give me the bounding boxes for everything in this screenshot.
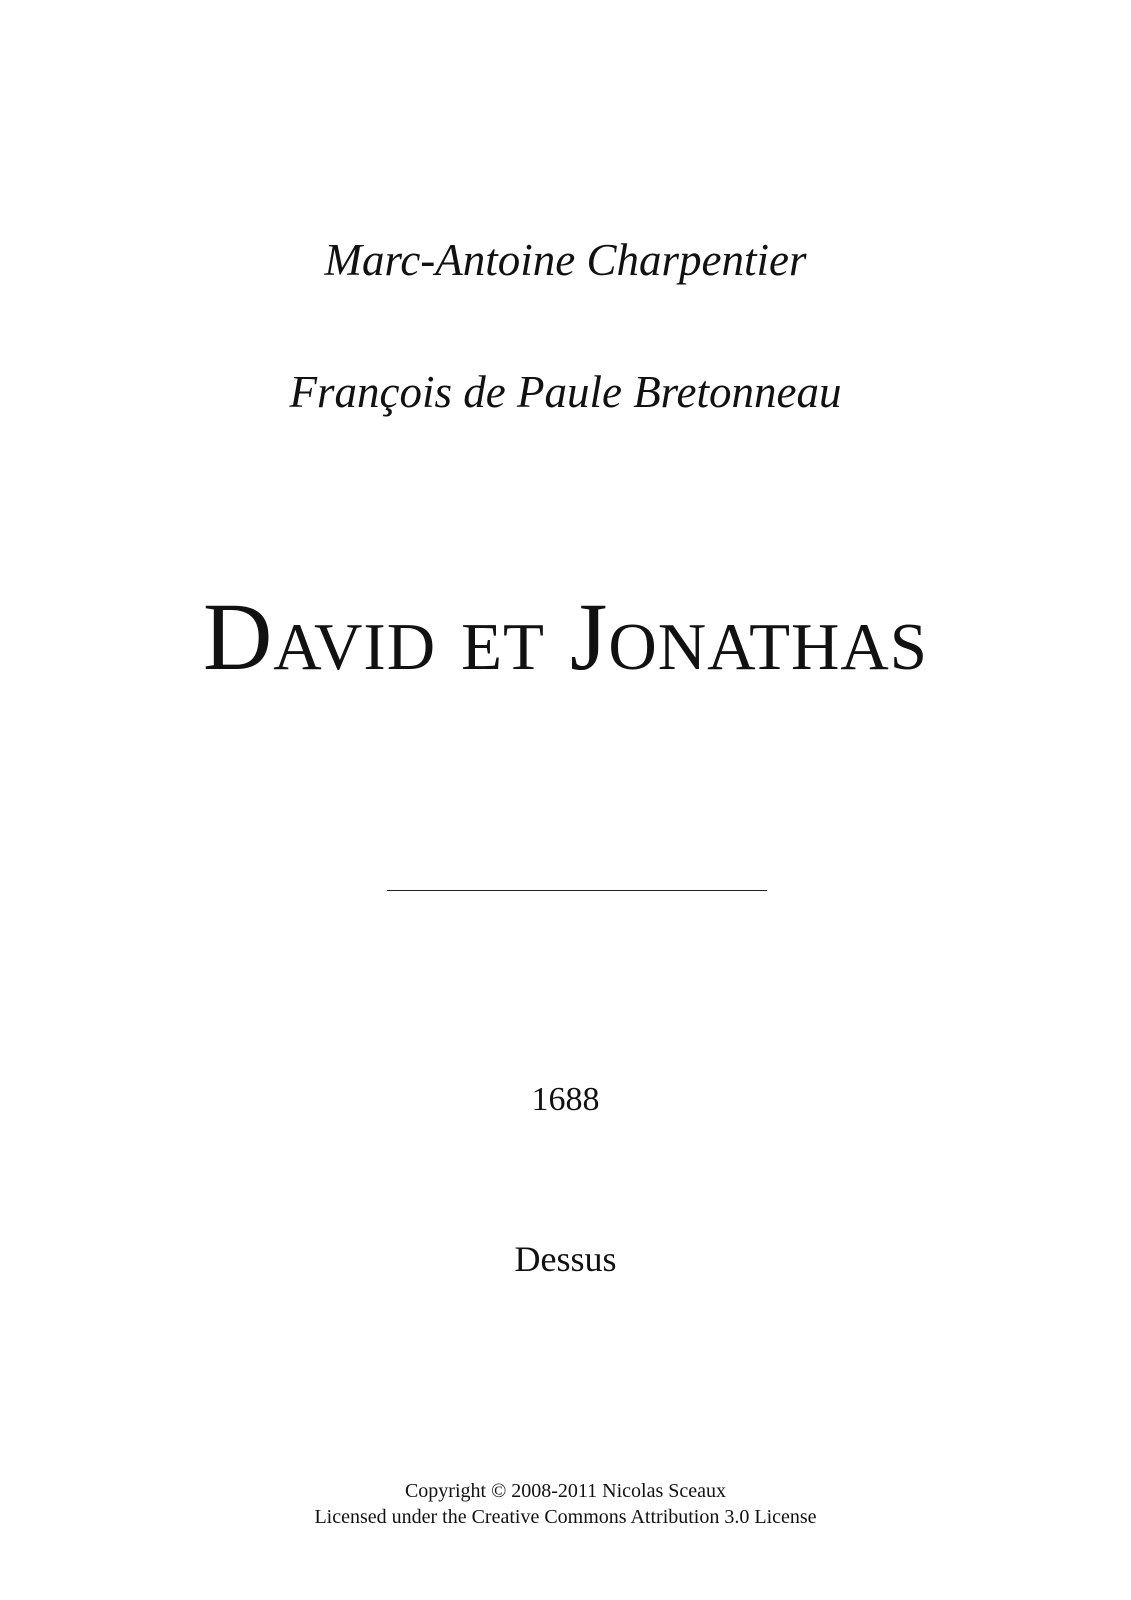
librettist-name: François de Paule Bretonneau bbox=[289, 367, 842, 417]
work-title: David et Jonathas bbox=[202, 583, 929, 690]
title-divider-rule bbox=[387, 890, 767, 891]
copyright-notice: Copyright © 2008-2011 Nicolas Sceaux bbox=[404, 1480, 727, 1502]
composer-name: Marc-Antoine Charpentier bbox=[324, 235, 807, 285]
voice-part-name: Dessus bbox=[514, 1239, 617, 1279]
license-notice: Licensed under the Creative Commons Attribution 3.0 License bbox=[314, 1506, 817, 1528]
composition-year: 1688 bbox=[531, 1081, 600, 1118]
